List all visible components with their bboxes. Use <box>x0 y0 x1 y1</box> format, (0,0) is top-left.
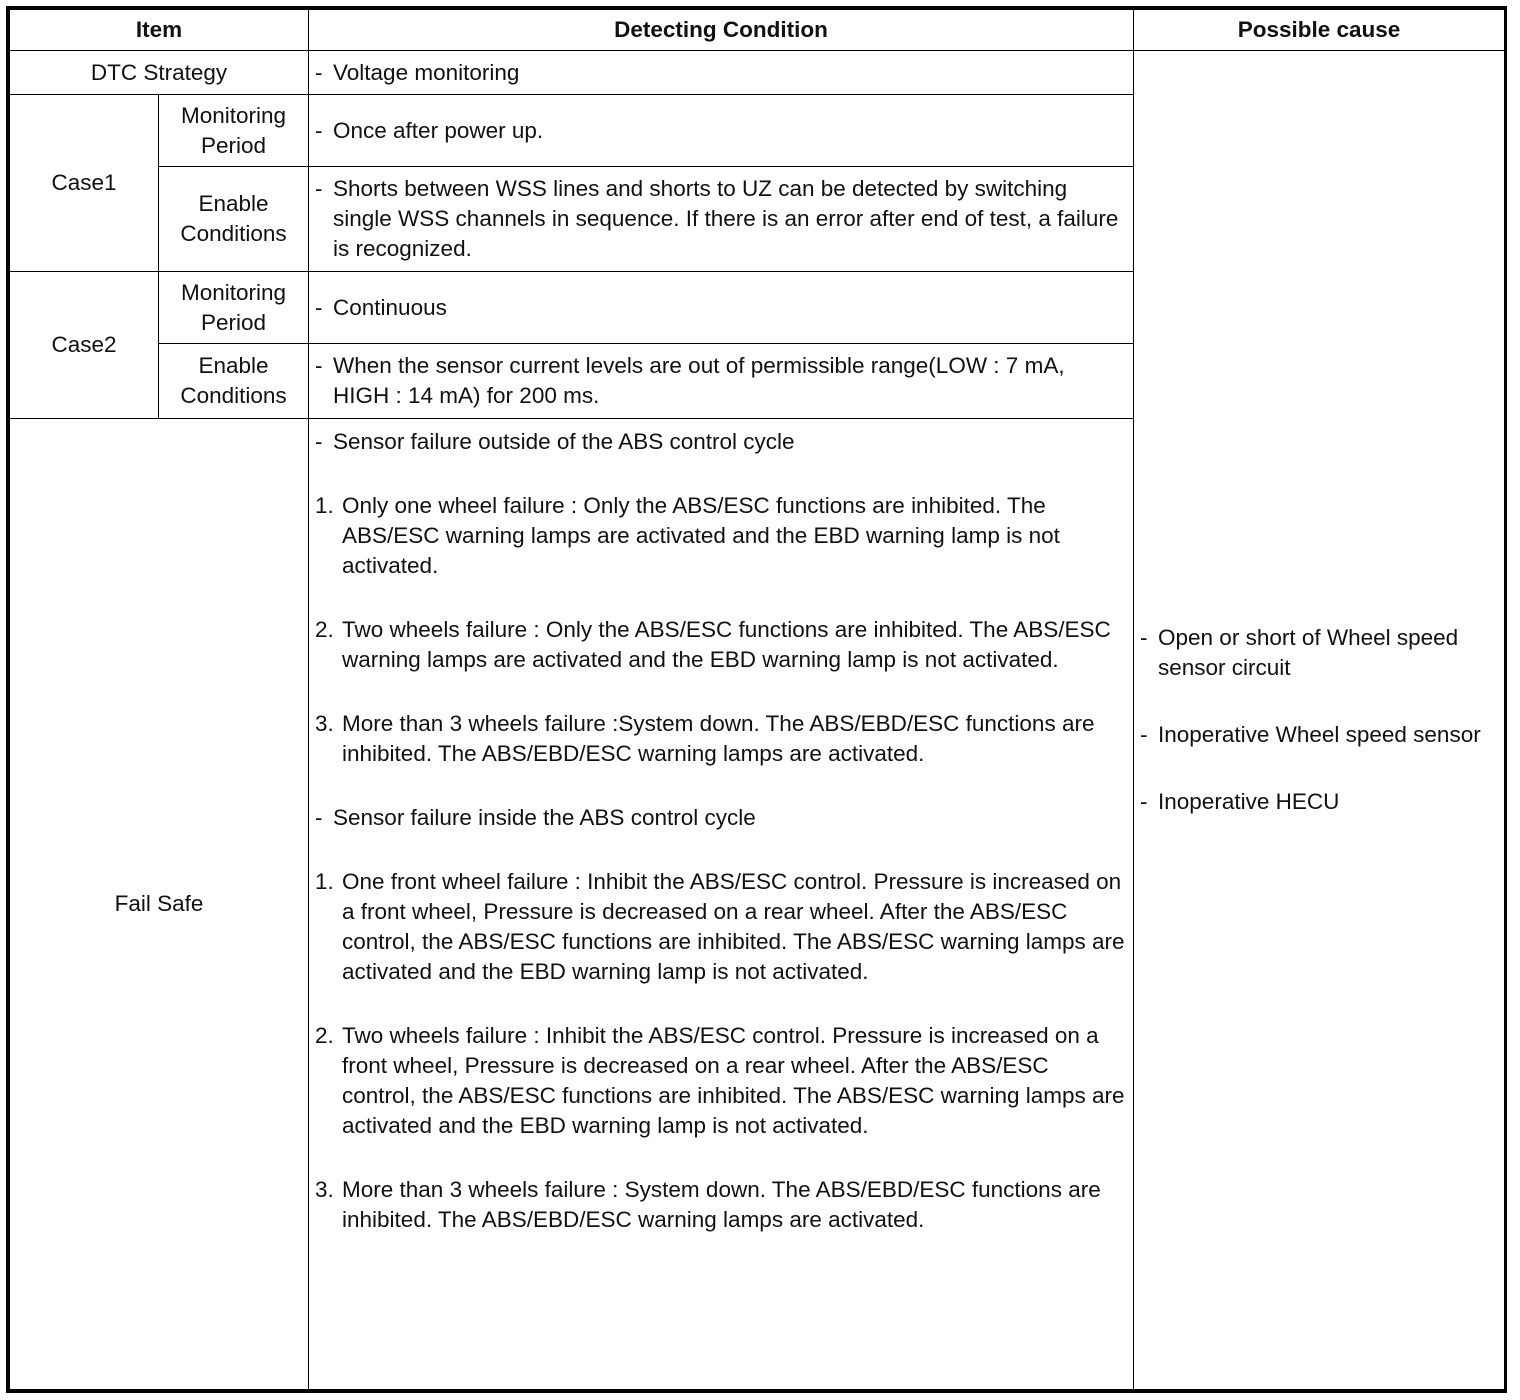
dtc-strategy-condition-cell <box>309 51 1134 95</box>
list-item: 2. Two wheels failure : Inhibit the ABS/ESC control. Pressure is increased on a front wheel, Pressure is decreased on a rear wheel. After the ABS/ESC control, the ABS/ESC functions are inhibited. The ABS/ESC warning lamps are activated and the EBD warning lamp is not activated. <box>315 1023 1125 1138</box>
case2-monitoring-period: Continuous <box>333 294 447 320</box>
case2-enable-conditions-cell: - When the sensor current levels are out of permissible range(LOW : 7 mA, HIGH : 14 mA) for 200 ms. <box>309 344 1134 419</box>
cause-item: - Inoperative HECU <box>1140 787 1500 817</box>
header-row <box>10 10 1505 51</box>
cause-text: Open or short of Wheel speed sensor circuit <box>1158 625 1459 680</box>
cause-text: Inoperative Wheel speed sensor <box>1158 722 1481 747</box>
case1-enable-conditions: Shorts between WSS lines and shorts to UZ can be detected by switching single WSS channels in sequence. If there is an error after end of test, a failure is recognized. <box>333 176 1119 261</box>
cause-text: Inoperative HECU <box>1158 789 1340 814</box>
dtc-strategy-condition: Voltage monitoring <box>333 59 520 85</box>
list-item: 1. One front wheel failure : Inhibit the ABS/ESC control. Pressure is increased on a front wheel, Pressure is decreased on a rear wheel. After the ABS/ESC control, the ABS/ESC functions are inhibited. The ABS/ESC warning lamps are activated and the EBD warning lamp is not activated. <box>315 869 1125 984</box>
fail-safe-inside-heading: Sensor failure inside the ABS control cycle <box>333 805 756 830</box>
fail-safe-label: Fail Safe <box>10 419 309 1390</box>
row-dtc-strategy <box>10 51 1505 95</box>
case1-monitoring-period-cell: - Once after power up. <box>309 95 1134 167</box>
header-item: Item <box>10 10 309 51</box>
fail-safe-condition-cell: - Sensor failure outside of the ABS control cycle 1. Only one wheel failure : Only the ABS/ESC functions are inhibited. The ABS/ESC warning lamps are activated and the EBD warning lamp is not activated. 2. Two wheels failure : Only the ABS/ESC functions are inhibited. The ABS/ESC warning lamps are activated and the EBD warning lamp is not activated. 3. More than 3 wheels failure :System down. The ABS/EBD/ESC functions are inhibited. The ABS/EBD/ESC warning lamps are activated. - Sensor failure inside the ABS control cycle 1. One front wheel failure : Inhibit the ABS/ESC control. Pressure is increased on a front wheel, Pressure is decreased on a rear wheel. After the ABS/ESC control, the ABS/ESC functions are inhibited. The ABS/ESC warning lamps are activated and the EBD warning lamp is not activated. 2. Two wheels failure : Inhibit the ABS/ESC control. Pressure is increased on a front wheel, Pressure is decreased on a rear wheel. After the ABS/ESC control, the ABS/ESC functions are inhibited. The ABS/ESC warning lamps are activated and the EBD warning lamp is not activated. 3. More than 3 wheels failure : System down. The ABS/EBD/ESC functions are inhibited. The ABS/EBD/ESC warning lamps are activated. <box>309 419 1134 1390</box>
case2-enable-conditions: When the sensor current levels are out of permissible range(LOW : 7 mA, HIGH : 14 mA) for 200 ms. <box>333 353 1065 408</box>
case1-enable-conditions-label: Enable Conditions <box>159 167 309 272</box>
header-possible-cause: Possible cause <box>1134 10 1505 51</box>
case1-monitoring-period: Once after power up. <box>333 117 544 143</box>
case2-enable-conditions-label: Enable Conditions <box>159 344 309 419</box>
header-detecting-condition: Detecting Condition <box>309 10 1134 51</box>
cause-item: - Inoperative Wheel speed sensor <box>1140 720 1500 750</box>
list-item: 1. Only one wheel failure : Only the ABS/ESC functions are inhibited. The ABS/ESC warning lamps are activated and the EBD warning lamp is not activated. <box>315 493 1060 578</box>
possible-cause-cell <box>1134 51 1505 1390</box>
case2-monitoring-period-label: Monitoring Period <box>159 272 309 344</box>
dtc-table-sheet <box>6 6 1507 1393</box>
cause-item: - Open or short of Wheel speed sensor circuit <box>1140 623 1500 683</box>
dtc-strategy-label: DTC Strategy <box>10 51 309 95</box>
case2-label: Case2 <box>10 272 159 419</box>
list-item: 3. More than 3 wheels failure :System down. The ABS/EBD/ESC functions are inhibited. The ABS/EBD/ESC warning lamps are activated. <box>315 711 1095 766</box>
case1-enable-conditions-cell: - Shorts between WSS lines and shorts to UZ can be detected by switching single WSS channels in sequence. If there is an error after end of test, a failure is recognized. <box>309 167 1134 272</box>
list-item: 2. Two wheels failure : Only the ABS/ESC functions are inhibited. The ABS/ESC warning lamps are activated and the EBD warning lamp is not activated. <box>315 617 1111 672</box>
dtc-table <box>9 9 1505 1390</box>
fail-safe-outside-heading: Sensor failure outside of the ABS control cycle <box>333 429 795 454</box>
case1-monitoring-period-label: Monitoring Period <box>159 95 309 167</box>
case1-label: Case1 <box>10 95 159 272</box>
case2-monitoring-period-cell: - Continuous <box>309 272 1134 344</box>
list-item: 3. More than 3 wheels failure : System down. The ABS/EBD/ESC functions are inhibited. The ABS/EBD/ESC warning lamps are activated. <box>315 1177 1101 1232</box>
bullet-dash: - <box>315 59 323 85</box>
